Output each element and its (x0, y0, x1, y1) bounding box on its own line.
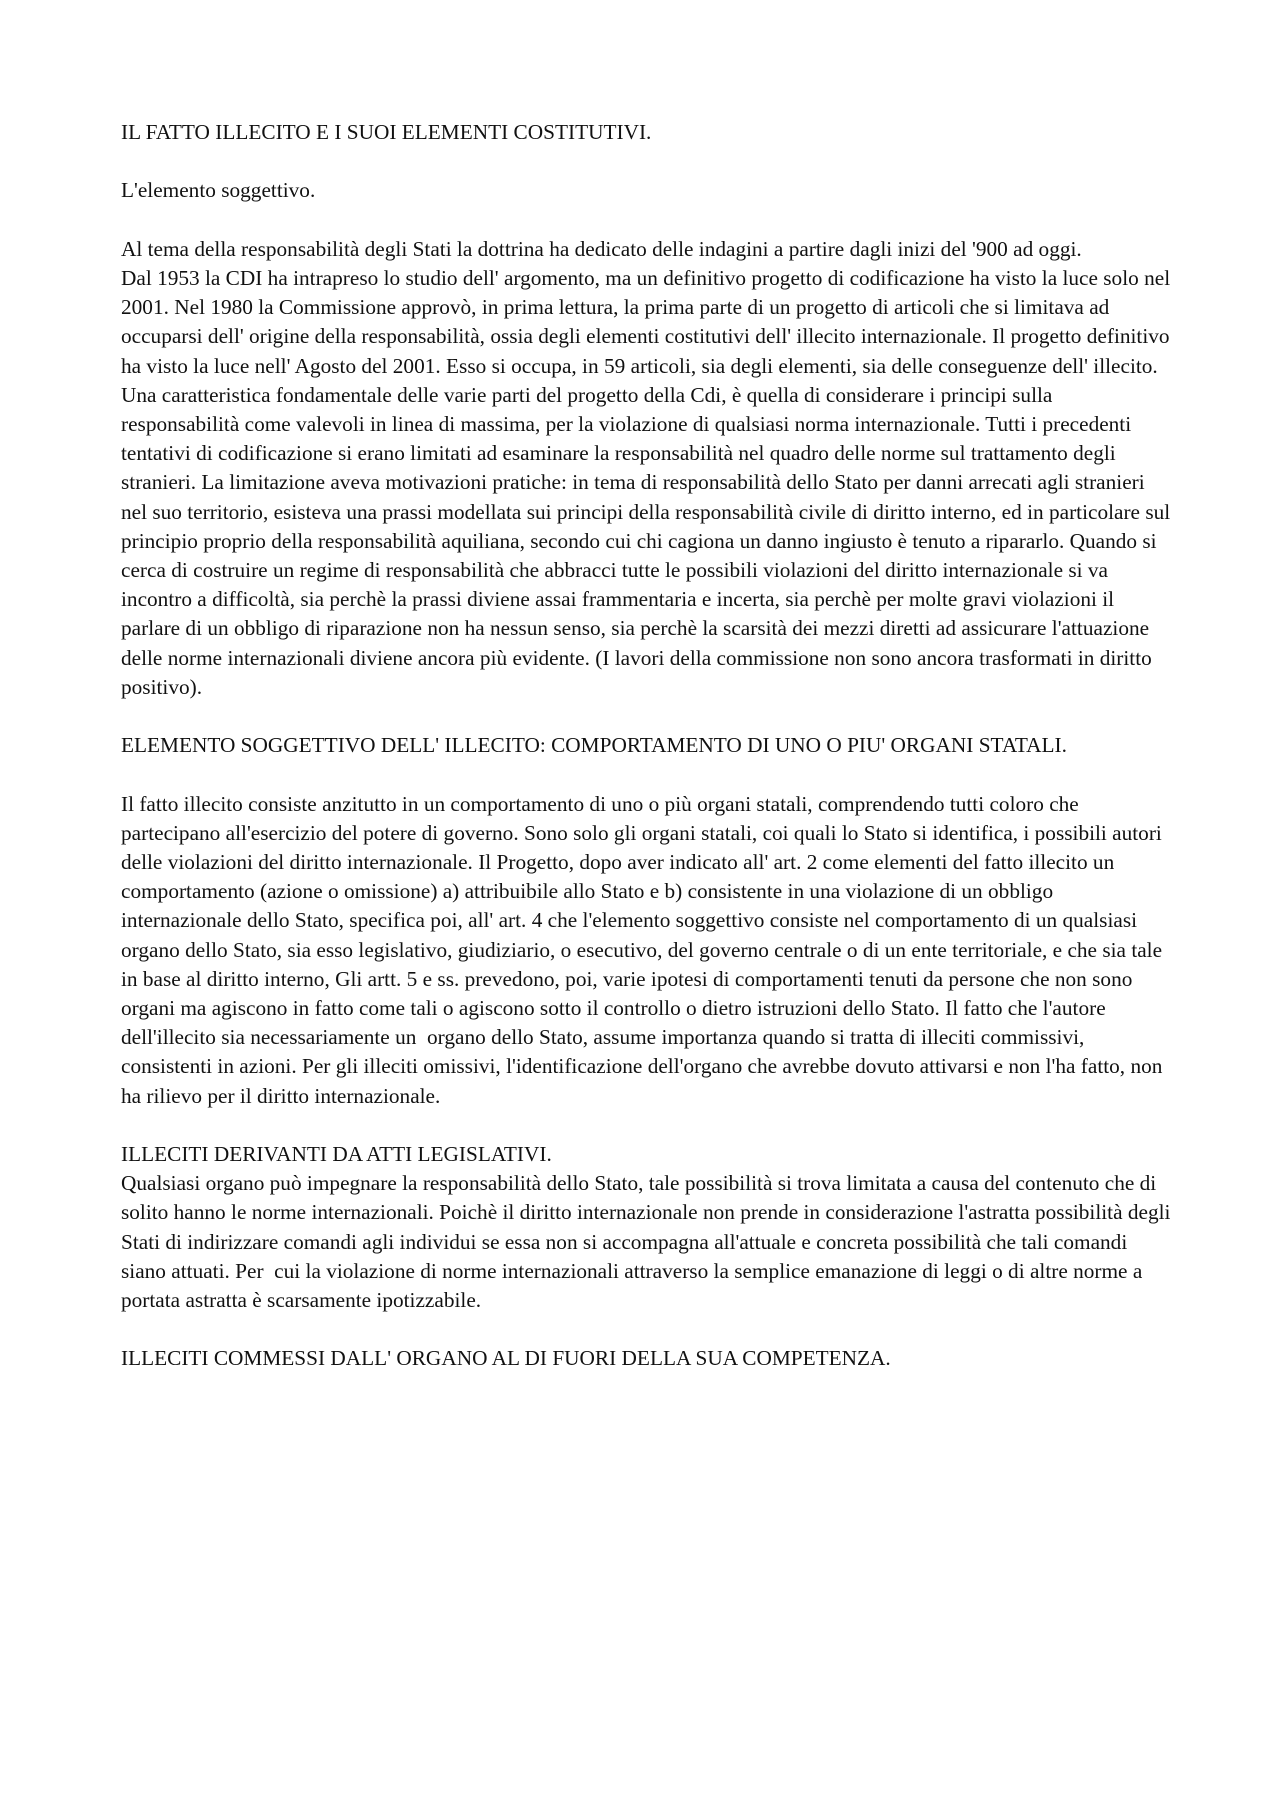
intro-paragraph-2: Dal 1953 la CDI ha intrapreso lo studio dell' argomento, ma un definitivo progetto di codificazione ha visto la luce solo nel 2001. Nel 1980 la Commissione approvò, in prima lettura, la prima parte di un progetto di articoli che si limitava ad occuparsi dell' origine della responsabilità, ossia degli elementi costitutivi dell' illecito internazionale. Il progetto definitivo ha visto la luce nell' Agosto del 2001. Esso si occupa, in 59 articoli, sia degli elementi, sia delle conseguenze dell' illecito. Una caratteristica fondamentale delle varie parti del progetto della Cdi, è quella di considerare i principi sulla responsabilità come valevoli in linea di massima, per la violazione di qualsiasi norma internazionale. Tutti i precedenti tentativi di codificazione si erano limitati ad esaminare la responsabilità nel quadro delle norme sul trattamento degli stranieri. La limitazione aveva motivazioni pratiche: in tema di responsabilità dello Stato per danni arrecati agli stranieri nel suo territorio, esisteva una prassi modellata sui principi della responsabilità civile di diritto interno, ed in particolare sul principio proprio della responsabilità aquiliana, secondo cui chi cagiona un danno ingiusto è tenuto a ripararlo. Quando si cerca di costruire un regime di responsabilità che abbracci tutte le possibili violazioni del diritto internazionale si va incontro a difficoltà, sia perchè la prassi diviene assai frammentaria e incerta, sia perchè per molte gravi violazioni il parlare di un obbligo di riparazione non ha nessun senso, sia perchè la scarsità dei mezzi diretti ad assicurare l'attuazione delle norme internazionali diviene ancora più evidente. (I lavori della commissione non sono ancora trasformati in diritto positivo). (121, 265, 1176, 699)
section-3-paragraph: Qualsiasi organo può impegnare la responsabilità dello Stato, tale possibilità si trova limitata a causa del contenuto che di solito hanno le norme internazionali. Poichè il diritto internazionale non prende in considerazione l'astratta possibilità degli Stati di indirizzare comandi agli individui se essa non si accompagna all'attuale e concreta possibilità che tali comandi siano attuati. Per cui la violazione di norme internazionali attraverso la semplice emanazione di leggi o di altre norme a portata astratta è scarsamente ipotizzabile. (121, 1171, 1176, 1313)
intro-paragraph-1: Al tema della responsabilità degli Stati la dottrina ha dedicato delle indagini a partire dagli inizi del '900 ad oggi. (121, 236, 1082, 261)
section-heading-4: ILLECITI COMMESSI DALL' ORGANO AL DI FUORI DELLA SUA COMPETENZA. (121, 1346, 891, 1371)
paragraph-spacer (121, 206, 1171, 235)
section-heading-2: ELEMENTO SOGGETTIVO DELL' ILLECITO: COMPORTAMENTO DI UNO O PIU' ORGANI STATALI. (121, 733, 1067, 758)
paragraph-spacer (121, 1111, 1171, 1140)
paragraph-spacer (121, 760, 1171, 789)
document-page (121, 118, 1176, 1374)
paragraph-spacer (121, 1315, 1171, 1344)
section-2-paragraph: Il fatto illecito consiste anzitutto in un comportamento di uno o più organi statali, comprendendo tutti coloro che partecipano all'esercizio del potere di governo. Sono solo gli organi statali, coi quali lo Stato si identifica, i possibili autori delle violazioni del diritto internazionale. Il Progetto, dopo aver indicato all' art. 2 come elementi del fatto illecito un comportamento (azione o omissione) a) attribuibile allo Stato e b) consistente in una violazione di un obbligo internazionale dello Stato, specifica poi, all' art. 4 che l'elemento soggettivo consiste nel comportamento di un qualsiasi organo dello Stato, sia esso legislativo, giudiziario, o esecutivo, del governo centrale o di un ente territoriale, e che sia tale in base al diritto interno, Gli artt. 5 e ss. prevedono, poi, varie ipotesi di comportamenti tenuti da persone che non sono organi ma agiscono in fatto come tali o agiscono sotto il controllo o dietro istruzioni dello Stato. Il fatto che l'autore dell'illecito sia necessariamente un organo dello Stato, assume importanza quando si tratta di illeciti commissivi, consistenti in azioni. Per gli illeciti omissivi, l'identificazione dell'organo che avrebbe dovuto attivarsi e non l'ha fatto, non ha rilievo per il diritto internazionale. (121, 791, 1168, 1108)
section-heading-3: ILLECITI DERIVANTI DA ATTI LEGISLATIVI. (121, 1142, 552, 1167)
paragraph-spacer (121, 147, 1171, 176)
paragraph-spacer (121, 702, 1171, 731)
document-title: IL FATTO ILLECITO E I SUOI ELEMENTI COSTITUTIVI. (121, 120, 652, 144)
document-subtitle: L'elemento soggettivo. (121, 178, 316, 203)
